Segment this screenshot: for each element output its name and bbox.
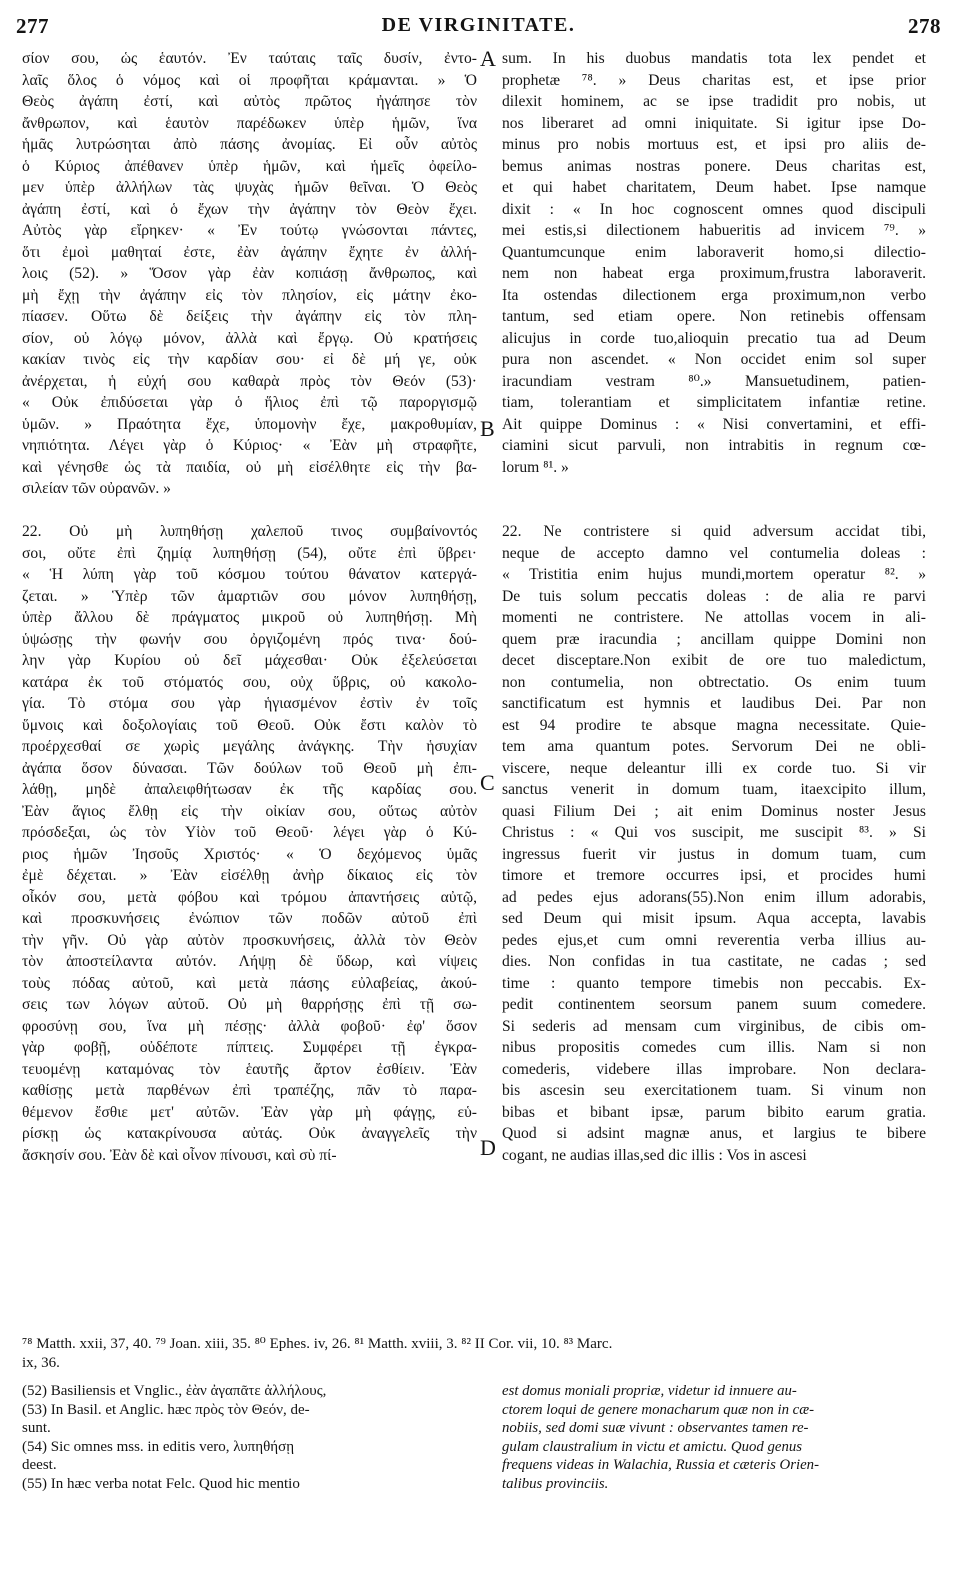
greek-text-line: καὶ προσκυνήσεις ἐνώπιον τῶν ποδῶν αὐτοῦ ἐπὶ: [22, 910, 477, 927]
latin-text-line: Si sederis ad mensam cum virginibus, de cibis om-: [502, 1017, 926, 1035]
footnote-line: frequens videas in Walachia, Russia et cæteris Orien-: [502, 1457, 819, 1473]
greek-text-line: καθίσῃς μετὰ παρθένων ἐπὶ τραπέζης, πᾶν τὸ παρα-: [22, 1082, 477, 1099]
greek-text-line: κακίαν τινὸς εἰς τὴν καρδίαν σου· εἰ δὲ μή γε, οὐκ: [22, 351, 477, 368]
latin-text-line: comederis, videbere illas improbare. Non declara-: [502, 1060, 926, 1078]
latin-text-line: quasi Filium Dei ; ait enim Dominus noster Jesus: [502, 802, 926, 820]
footnotes-left: [22, 1382, 477, 1493]
section-marker-c: C: [480, 770, 495, 795]
latin-text-line: « Tristitia enim hujus mundi,mortem operatur ⁸². »: [502, 566, 926, 583]
greek-text-line: γία. Τὸ στόμα σου γὰρ ἡγιασμένον ἐστὶν ἐν τοῖς: [22, 695, 477, 712]
latin-text-line: bibas et bibant ipsæ, parum bibito earum gratia.: [502, 1103, 926, 1121]
greek-text-line: Αὐτὸς γὰρ εἴρηκεν· « Ἐν τούτῳ γνώσονται πάντες,: [22, 222, 477, 239]
greek-text-line: πρόσδεξαι, ὡς τὸν Υἱὸν τοῦ Θεοῦ· λέγει γὰρ ὁ Κύ-: [22, 824, 477, 841]
page-number-left: 277: [16, 14, 49, 38]
greek-text-line: νηπιότητα. Λέγει γὰρ ὁ Κύριος· « Ἐὰν μὴ στραφῆτε,: [22, 437, 477, 454]
scripture-references: [22, 1335, 936, 1373]
footnote-line: deest.: [22, 1457, 57, 1473]
greek-text-line: Ἐὰν ἅγιος ἔλθῃ εἰς τὴν οἰκίαν σου, οὕτως αὐτὸν: [22, 802, 477, 820]
greek-text-line: ὅτι ἐμοὶ μαθηταί ἐστε, ἐὰν ἀγάπην ἔχητε ἐν ἀλλή-: [22, 243, 477, 261]
greek-text-line: ἄνθρωπον, καὶ ἑαυτὸν παρέδωκεν ὑπὲρ ἡμῶν, ἵνα: [22, 114, 477, 132]
greek-text-line: ὁ Κύριος ἀπέθανεν ὑπὲρ ἡμῶν, καὶ ἡμεῖς ὀφείλο-: [22, 157, 477, 175]
greek-text-line: « Οὐκ ἐπιδύσεται γὰρ ὁ ἥλιος ἐπὶ τῷ παροργισμῷ: [22, 394, 477, 411]
greek-text-line: ἀγάπη ἐστί, καὶ ὁ ἔχων τὴν ἀγάπην τὸν Θεὸν ἔχει.: [22, 200, 477, 218]
latin-text-line: Quantumcunque enim laboraverit homo,si dilectio-: [502, 243, 926, 261]
footnote-line: (55) In hæc verba notat Felc. Quod hic mentio: [22, 1475, 300, 1492]
latin-text-line: timore et tremore occurres ipsi, et procides humi: [502, 867, 926, 884]
latin-text-line: Ait quippe Dominus : « Nisi convertamini, et effi-: [502, 415, 926, 433]
latin-text-line: bis ascesin seu exercitationem tuam. Si vinum non: [502, 1082, 926, 1099]
latin-text-line: sed Deum qui misit ipsum. Aqua accepta, lavabis: [502, 910, 926, 927]
latin-text-line: non contumelia, non obtrectatio. Os enim tuum: [502, 673, 926, 691]
latin-text-line: Christus : « Qui vos suscipit, me suscipit ⁸³. » Si: [502, 824, 926, 841]
greek-text-line: ὑπὲρ ἄλλου δὲ πράγματος μικροῦ οὐ λυπηθήσῃ. Μὴ: [22, 609, 477, 626]
scripture-ref-line: ⁷⁸ Matth. xxii, 37, 40. ⁷⁹ Joan. xiii, 35. ⁸⁰ Ephes. iv, 26. ⁸¹ Matth. xviii, 3. ⁸² II Cor. vii, 10. ⁸³ Marc.: [22, 1336, 613, 1352]
latin-text-line: tem ama quantum potes. Servorum Dei ne obli-: [502, 738, 926, 755]
latin-text-line: quem præ iracundia ; ancillam quippe Domini non: [502, 630, 926, 648]
latin-text-line: De tuis solum peccatis doleas : de alia re parvi: [502, 587, 926, 605]
greek-text-line: μὴ ἔχῃ τὴν ἀγάπην εἰς τὸν πλησίον, εἰς μάτην ἐκο-: [22, 286, 477, 304]
latin-text-line: pura non ascendet. « Non occidet enim sol super: [502, 351, 926, 368]
greek-text-line: ἄσκησίν σου. Ἐὰν δὲ καὶ οἶνον πίνουσι, καὶ σὺ πί-: [22, 1146, 337, 1164]
greek-text-line: πίασεν. Οὕτω δὲ δείξεις τὴν ἀγάπην εἰς τὸν πλη-: [22, 308, 477, 325]
greek-text-line: 22. Οὐ μὴ λυπηθήσῃ χαλεποῦ τινος συμβαίνοντός: [22, 523, 477, 540]
greek-text-line: τὸν ἀποστείλαντα αὐτόν. Λήψῃ δὲ ὕδωρ, καὶ νίψεις: [22, 953, 477, 970]
latin-text-line: minus pro nobis mortuus est, et ipsi pro aliis de-: [502, 136, 926, 153]
latin-text-line: mei estis,si dilectionem habueritis ad invicem ⁷⁹. »: [502, 222, 926, 239]
greek-text-line: ἀνέρχεται, ἡ εὐχή σου καθαρὰ πρὸς τὸν Θεόν (53)·: [22, 372, 477, 390]
latin-text-line: sanctificatum est hymnis et laudibus Dei. Par non: [502, 695, 926, 712]
greek-text-line: λάθῃ, μηδὲ ἀπαλειφθήτωσαν ἐκ τῆς καρδίας σου.: [22, 781, 477, 798]
latin-text-line: iracundiam vestram ⁸⁰.» Mansuetudinem, patien-: [502, 372, 926, 390]
latin-text-line: tantum, sed etiam opere. Non retinebis offensam: [502, 308, 926, 325]
latin-text-line: viscere, neque deleantur illi ex corde tuo. Si vir: [502, 759, 926, 777]
greek-text-line: γὰρ φοβῇ, οὐδέποτε πίπτεις. Συμφέρει τῇ ἐγκρα-: [22, 1039, 477, 1056]
footnote-line: (52) Basiliensis et Vnglic., ἐὰν ἀγαπᾶτε ἀλλήλους,: [22, 1383, 327, 1399]
latin-text-line: pedit continentem seorsum panem suum comedere.: [502, 996, 926, 1013]
greek-text-line: λαῖς ὅλος ὁ νόμος καὶ οἱ προφῆται κράμανται. » Ὁ: [22, 71, 477, 89]
greek-text-line: θέμενον ἔσθιε μετ' αὐτῶν. Ἐὰν γὰρ μὴ φάγῃς, εὑ-: [22, 1103, 477, 1121]
greek-text-line: σεις των λόγων αὐτοῦ. Οὐ μὴ θαρρήσῃς ἐπὶ τῇ σω-: [22, 996, 477, 1013]
greek-text-line: ὑμῶν. » Πραότητα ἔχε, ὑπομονὴν ἔχε, μακροθυμίαν,: [22, 415, 477, 433]
latin-text-line: [502, 500, 926, 522]
greek-text-line: σιλείαν τῶν οὐρανῶν. »: [22, 480, 171, 497]
section-marker-a: A: [480, 46, 496, 71]
greek-text-line: λοις (52). » Ὅσον γὰρ ἐὰν κοπιάσῃ ἄνθρωπος, καὶ: [22, 265, 477, 282]
footnote-line: gulam claustralium in victu et amictu. Quod genus: [502, 1438, 803, 1455]
section-marker-b: B: [480, 416, 495, 441]
greek-text-line: Θεὸς ἀγάπη ἐστί, καὶ αὐτὸς πρῶτος ἠγάπησε τὸν: [22, 93, 477, 110]
latin-text-line: 22. Ne contristere si quid adversum accidat tibi,: [502, 523, 926, 540]
latin-text-line: decet disceptare.Non exibit de ore tuo maledictum,: [502, 652, 926, 669]
running-title: DE VIRGINITATE.: [381, 14, 576, 36]
latin-text-line: prophetæ ⁷⁸. » Deus charitas est, et ipse prior: [502, 71, 926, 89]
greek-text-column: [22, 48, 477, 1166]
latin-text-line: nem non habeat erga proximum,frustra laboraverit.: [502, 265, 926, 282]
greek-text-line: ἐμὲ δέχεται. » Ἐὰν εἰσέλθῃ ἀνὴρ δίκαιος εἰς τὸν: [22, 867, 477, 884]
greek-text-line: φροσύνῃ σου, ἵνα μὴ πέσῃς· ἀλλὰ φοβοῦ· ἐφ' ὅσον: [22, 1017, 477, 1035]
page-number-right: 278: [908, 14, 941, 38]
greek-text-line: ὑψώσῃς τὴν φωνήν σου ὀργιζομένη πρός τινα· δού-: [22, 630, 477, 648]
latin-text-line: dilexit hominem, ac se ipse tradidit pro nobis, ut: [502, 93, 926, 110]
latin-text-line: ingressus fuerit vir justus in domum tuam, cum: [502, 845, 926, 863]
footnote-line: est domus moniali propriæ, videtur id innuere au-: [502, 1383, 797, 1399]
greek-text-line: τευομένῃ καταμόνας τὸν ἑαυτῆς ἄρτον ἐσθίειν. Ἐὰν: [22, 1060, 477, 1078]
footnote-line: (53) In Basil. et Anglic. hæc πρὸς τὸν Θεόν, de-: [22, 1401, 310, 1418]
greek-text-line: ἡμᾶς λυτρώσηται ἀπὸ πάσης ἀνομίας. Εἰ οὖν αὐτὸς: [22, 136, 477, 153]
latin-text-line: ad pedes ejus adorans(55).Non enim illum adorabis,: [502, 888, 926, 906]
latin-text-column: [502, 48, 926, 1166]
footnote-line: (54) Sic omnes mss. in editis vero, λυπηθήσῃ: [22, 1438, 295, 1455]
greek-text-line: λην γὰρ Κυρίου οὐ δεῖ μάχεσθαι· Οὐκ ἐξελεύσεται: [22, 652, 477, 669]
latin-text-line: lorum ⁸¹. »: [502, 458, 569, 476]
latin-text-line: dixit : « In hoc cognoscent omnes quod discipuli: [502, 200, 926, 218]
greek-text-line: τοὺς πόδας αὐτοῦ, καὶ μετὰ πάσης εὐλαβείας, ἀκού-: [22, 974, 477, 992]
greek-text-line: ἀγάπα ὅσον δύνασαι. Τῶν δούλων τοῦ Θεοῦ μὴ ἐπι-: [22, 759, 477, 777]
greek-text-line: ριος ἡμῶν Ἰησοῦς Χριστός· « Ὁ δεχόμενος ὑμᾶς: [22, 845, 477, 863]
latin-text-line: nos liberaret ad omni iniquitate. Si igitur ipse Do-: [502, 114, 926, 132]
greek-text-line: σίον σου, ὡς ἑαυτόν. Ἐν ταύταις ταῖς δυσίν, ἐντο-: [22, 50, 477, 67]
latin-text-line: bemus animas nostras ponere. Deus charitas est,: [502, 157, 926, 175]
latin-text-line: tiam, tolerantiam et simplicitatem infantiæ retine.: [502, 394, 926, 411]
greek-text-line: ζεται. » Ὑπὲρ τῶν ἁμαρτιῶν σου μόνον λυπηθήσῃ,: [22, 587, 477, 605]
greek-text-line: σίον, οὐ λόγῳ μόνον, ἀλλὰ καὶ ἔργῳ. Οὐ κρατήσεις: [22, 329, 477, 347]
greek-text-line: [22, 500, 477, 522]
greek-text-line: « Ἡ λύπη γὰρ τοῦ κόσμου τούτου θάνατον κατεργά-: [22, 566, 477, 583]
latin-text-line: est 94 prodire te absque magna necessitate. Quie-: [502, 716, 926, 734]
greek-text-line: μεν ὑπὲρ ἀλλήλων τὰς ψυχὰς ἡμῶν θεῖναι. Ὁ Θεὸς: [22, 179, 477, 196]
latin-text-line: pedes ejus,et cum omni reverentia verba illius au-: [502, 931, 926, 949]
latin-text-line: nibus propositis comedes cum illis. Nam si non: [502, 1039, 926, 1056]
footnote-line: ctorem loqui de genere monacharum quæ non in cæ-: [502, 1401, 815, 1418]
latin-text-line: alicujus in corde tuo,alioquin precatio tua ad Deum: [502, 329, 926, 347]
footnotes-right: [502, 1382, 926, 1493]
latin-text-line: Ita ostendas dilectionem erga proximum,non verbo: [502, 286, 926, 304]
greek-text-line: ρίσκῃ ὡς κατακρίνουσα αὐτάς. Οὐκ ἀναγγελεῖς τὴν: [22, 1125, 477, 1142]
latin-text-line: cogant, ne audias illas,sed dic illis : Vos in ascesi: [502, 1146, 807, 1164]
greek-text-line: προέρχεσθαί σε χωρὶς μεγάλης ἀνάγκης. Τὴν ἡσυχίαν: [22, 738, 477, 755]
latin-text-line: neque de accepto damno vel contumelia doleas :: [502, 544, 926, 562]
greek-text-line: οἶκόν σου, μετὰ φόβου καὶ τρόμου ἀπαντήσεις αὐτῷ,: [22, 888, 477, 906]
section-marker-d: D: [480, 1135, 496, 1160]
latin-text-line: time : quanto tempore timebis non peccabis. Ex-: [502, 974, 926, 992]
footnote-line: sunt.: [22, 1420, 51, 1436]
latin-text-line: [502, 478, 926, 500]
latin-text-line: et qui habet charitatem, Deum habet. Ipse namque: [502, 179, 926, 196]
greek-text-line: κατάρα ἐκ τοῦ στόματός σου, οὐχ ὕβρις, οὐ κακολο-: [22, 673, 477, 691]
footnote-line: nobiis, sed domi suæ vivunt : observantes tamen re-: [502, 1420, 809, 1436]
latin-text-line: sanctus venerit in domum tuam, itaexcipito illum,: [502, 781, 926, 798]
greek-text-line: ὕμνοις καὶ δοξολογίαις τοῦ Θεοῦ. Οὐκ ἔστι καλὸν τὸ: [22, 716, 477, 734]
latin-text-line: sum. In his duobus mandatis tota lex pendet et: [502, 50, 926, 67]
greek-text-line: τὴν γῆν. Οὐ γὰρ αὐτὸν προσκυνήσεις, ἀλλὰ τὸν Θεὸν: [22, 931, 477, 949]
latin-text-line: dies. Non confidas in tua castitate, ne cadas ; sed: [502, 953, 926, 970]
running-header: [16, 14, 941, 44]
latin-text-line: ciamini sicut parvuli, non intrabitis in regnum cœ-: [502, 437, 926, 454]
greek-text-line: σοι, οὔτε ἐπὶ ζημίᾳ λυπηθήσῃ (54), οὔτε ἐπὶ ὕβρει·: [22, 544, 477, 562]
latin-text-line: momenti ne contristere. Ne attollas vocem in ali-: [502, 609, 926, 626]
footnote-line: talibus provinciis.: [502, 1475, 609, 1492]
greek-text-line: καὶ γένησθε ὡς τὰ παιδία, οὐ μὴ εἰσέλθητε εἰς τὴν βα-: [22, 458, 477, 476]
scripture-ref-line: ix, 36.: [22, 1355, 60, 1371]
latin-text-line: Quod si adsint magnæ anus, et largius te bibere: [502, 1125, 926, 1142]
